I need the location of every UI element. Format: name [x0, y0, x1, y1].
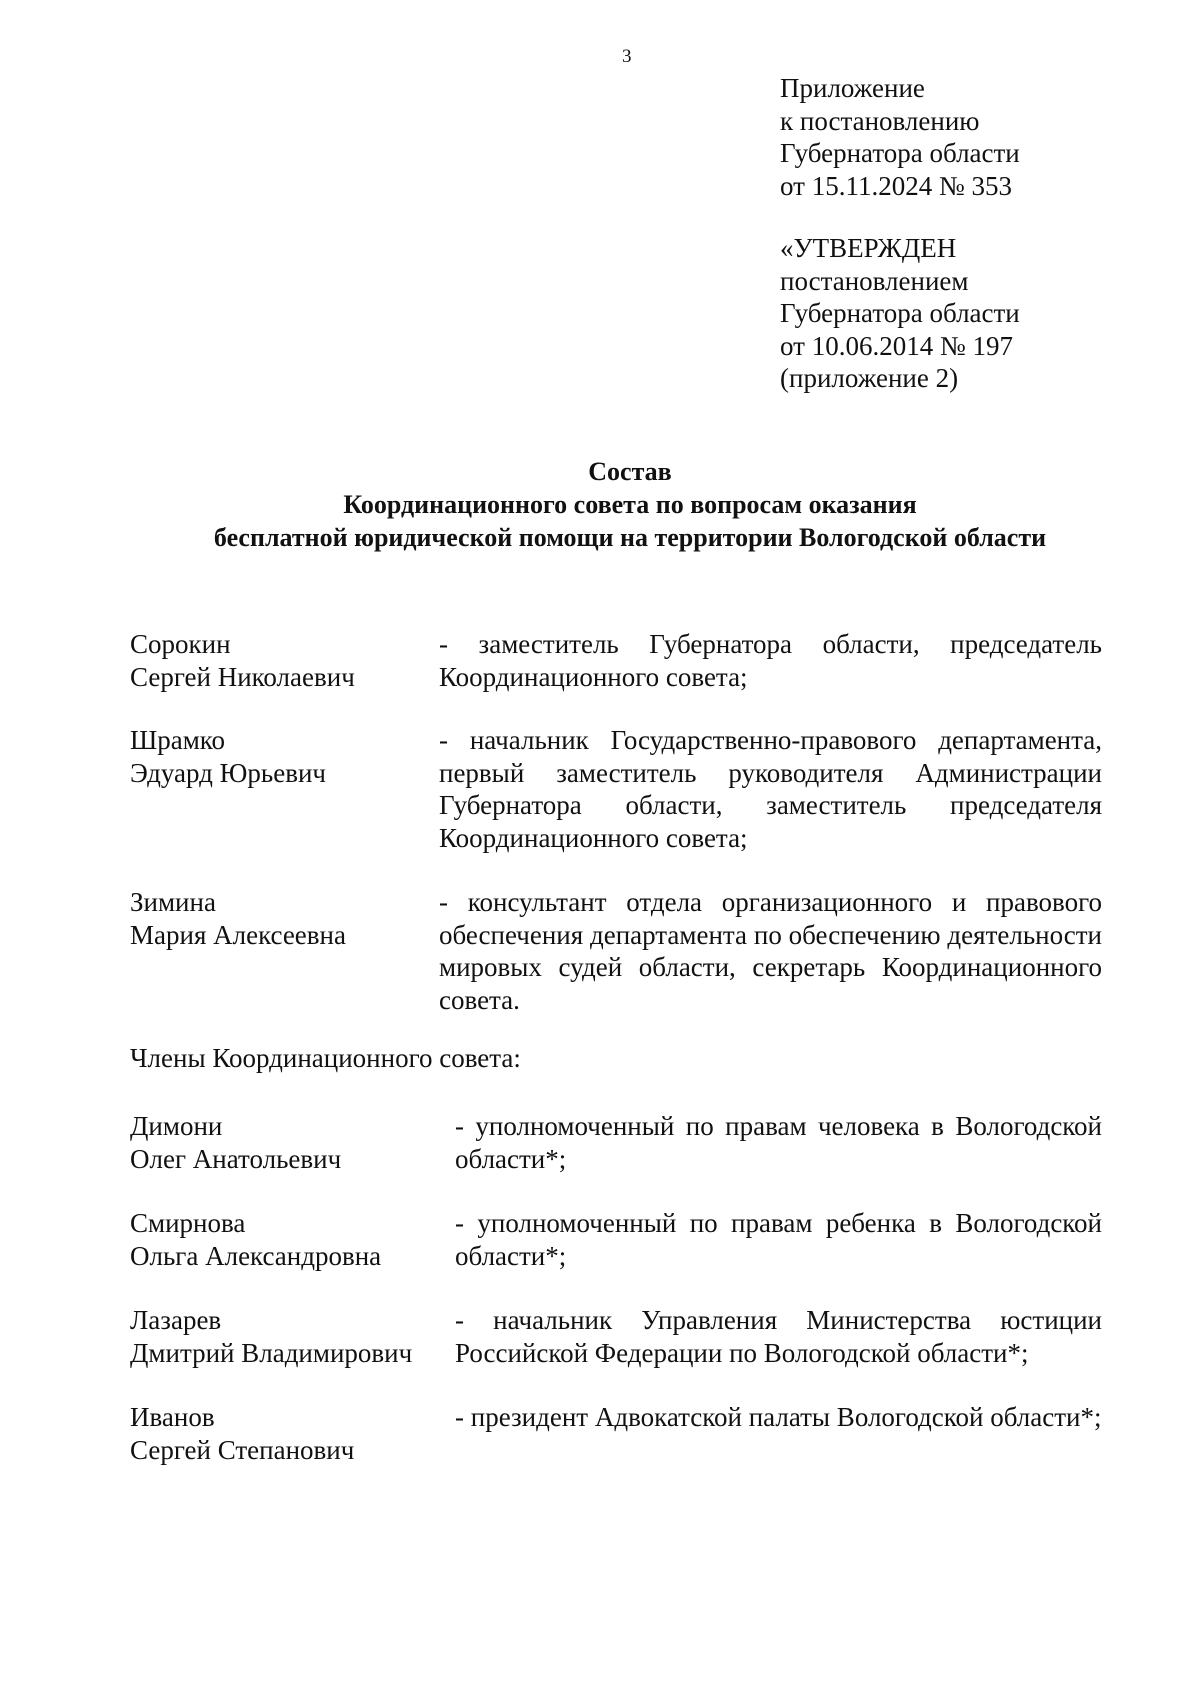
member-surname: Сорокин [130, 629, 231, 659]
member-given-names: Ольга Александровна [130, 1240, 382, 1271]
approval-reference [780, 232, 1020, 395]
approval-line: от 10.06.2014 № 197 [780, 330, 1013, 361]
approval-line: постановлением [780, 265, 969, 296]
approval-line: «УТВЕРЖДЕН [780, 233, 957, 263]
member-entry [130, 1401, 1102, 1471]
member-role: - уполномоченный по правам ребенка в Вологодской области*; [455, 1208, 1102, 1271]
member-role: - консультант отдела организационного и правового обеспечения департамента по обеспечению деятельности мировых судей области, секретарь Координационного совета. [439, 887, 1102, 1015]
document-title [0, 455, 1200, 554]
title-line: Состав [588, 457, 672, 486]
annex-line: Приложение [780, 73, 925, 103]
member-given-names: Сергей Степанович [130, 1434, 355, 1465]
member-name [130, 1304, 430, 1369]
member-surname: Димони [130, 1111, 223, 1141]
member-entry [130, 1110, 1102, 1180]
approval-line: (приложение 2) [780, 363, 959, 393]
annex-line: к постановлению [780, 105, 980, 136]
member-name [130, 1401, 430, 1466]
member-given-names: Сергей Николаевич [130, 661, 355, 692]
member-role: - заместитель Губернатора области, председатель Координационного совета; [439, 629, 1102, 692]
member-given-names: Дмитрий Владимирович [130, 1337, 413, 1368]
member-given-names: Эдуард Юрьевич [130, 757, 326, 788]
member-role: - уполномоченный по правам человека в Вологодской области*; [455, 1111, 1102, 1174]
member-surname: Иванов [130, 1402, 215, 1432]
title-line: бесплатной юридической помощи на территории Вологодской области [213, 523, 1047, 552]
member-name [130, 628, 430, 693]
member-role: - начальник Управления Министерства юстиции Российской Федерации по Вологодской области*; [455, 1305, 1102, 1368]
member-given-names: Олег Анатольевич [130, 1143, 342, 1174]
member-surname: Смирнова [130, 1208, 246, 1238]
leadership-entry [130, 628, 1102, 698]
member-name [130, 1207, 430, 1272]
member-entry [130, 1304, 1102, 1374]
annex-line: от 15.11.2024 № 353 [780, 170, 1012, 201]
leadership-entry [130, 724, 1102, 859]
approval-line: Губернатора области [780, 298, 1020, 328]
member-name [130, 1110, 430, 1175]
member-entry [130, 1207, 1102, 1277]
member-name [130, 886, 430, 951]
title-line: Координационного совета по вопросам оказания [343, 490, 917, 519]
member-surname: Шрамко [130, 725, 226, 755]
member-surname: Зимина [130, 887, 216, 917]
leadership-entry [130, 886, 1102, 1021]
annex-reference [780, 72, 1020, 202]
annex-line: Губернатора области [780, 138, 1020, 168]
member-role: - начальник Государственно-правового департамента, первый заместитель руководителя Администрации Губернатора области, заместитель председателя Координационного совета; [439, 725, 1102, 853]
members-heading: Члены Координационного совета: [130, 1043, 521, 1073]
member-given-names: Мария Алексеевна [130, 919, 346, 950]
member-surname: Лазарев [130, 1305, 222, 1335]
page-number: 3 [622, 46, 632, 67]
member-role: - президент Адвокатской палаты Вологодской области*; [455, 1402, 1102, 1432]
member-name [130, 724, 430, 789]
